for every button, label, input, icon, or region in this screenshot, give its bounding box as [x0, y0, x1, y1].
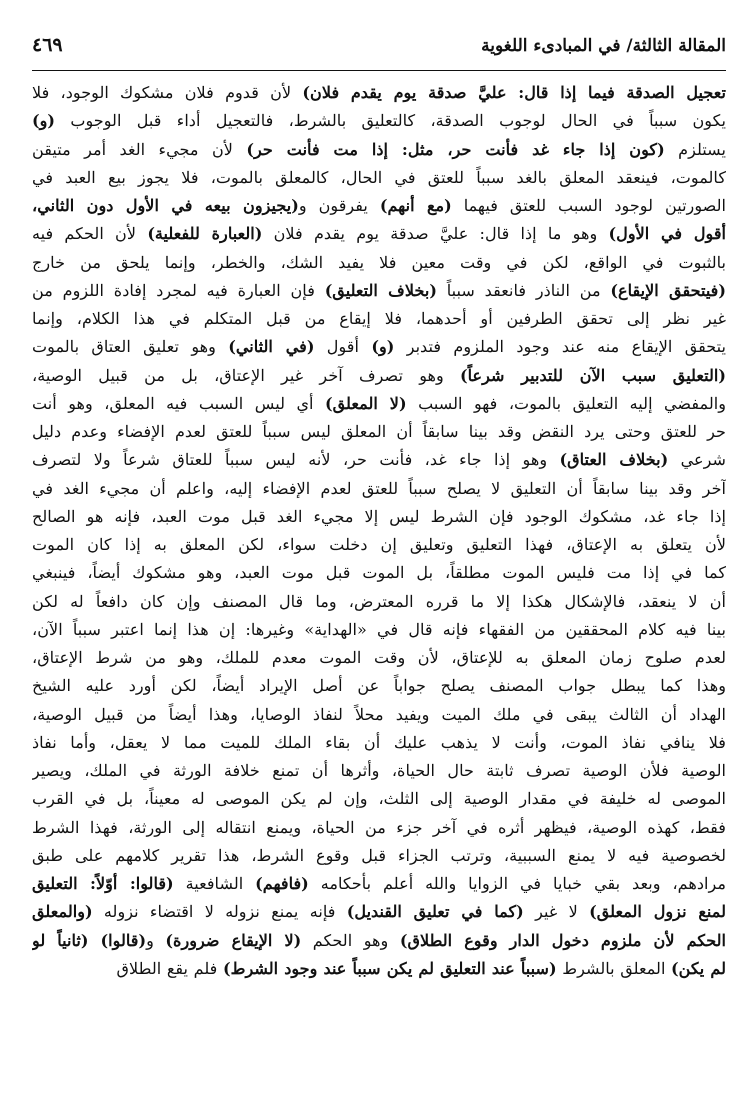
text-line: [32, 277, 726, 305]
text-segment: بينا فيه كلام المحققين من الفقهاء فإنه قال في «الهداية» وغيرها: إن هذا إنما اعتبر سبباً الآن،: [32, 619, 726, 639]
page-number: ٤٦٩: [32, 34, 63, 56]
text-line: [32, 785, 726, 813]
text-line: [32, 927, 726, 955]
text-segment: يستلزم: [664, 139, 726, 159]
bold-text-segment: (كما في تعليق القنديل): [346, 902, 524, 922]
text-segment: بالثبوت في الواقع، لكن في وقت معين فلا يفيد الشك، والخطر، وإنما يلحق من خارج: [32, 252, 726, 272]
text-line: [32, 475, 726, 503]
bold-text-segment: (سبباً عند التعليق لم يكن سبباً عند وجود الشرط): [222, 958, 557, 978]
text-line: [32, 559, 726, 587]
text-line: [32, 305, 726, 333]
text-line: [32, 362, 726, 390]
text-segment: الوصية فلأن الوصية تصرف ثابتة حال الحياة، وأثرها أن تمنع خلافة الورثة في الملك، ويصير: [32, 761, 726, 780]
text-segment: شرعي: [668, 450, 726, 470]
text-segment: غير نظر إلى تحقق الطرفين أو أحدهما، فلا إيقاع من قبل المتكلم في هذا الكلام، وإنما: [32, 309, 726, 328]
text-segment: لا غير: [523, 902, 590, 922]
text-segment: وهو إذا جاء غد، فأنت حر، لأنه ليس سبباً للعتاق شرعاً ولا لتصرف: [32, 450, 560, 470]
text-line: [32, 955, 726, 983]
text-segment: أن لا ينعقد، فالإشكال هكذا إلا ما قرره المعترض، وما قال المصنف وإن كان دافعاً له لكن: [32, 591, 726, 611]
text-line: [32, 814, 726, 842]
bold-text-segment: (العبارة للفعلية): [147, 224, 263, 244]
text-line: [32, 107, 726, 135]
text-segment: لأن قدوم فلان مشكوك الوجود، فلا: [32, 83, 303, 102]
text-line: [32, 503, 726, 531]
text-segment: من الناذر فانعقد سبباً: [436, 280, 611, 300]
text-line: [32, 333, 726, 361]
text-line: [32, 729, 726, 757]
text-line: [32, 701, 726, 729]
text-line: [32, 672, 726, 700]
text-segment: كالموت، فينعقد المعلق بالغد سبباً للعتق في الحال، كالمعلق بالموت، فلا يجوز بيع العبد في: [32, 167, 726, 187]
bold-text-segment: (بخلاف العتاق): [559, 450, 669, 470]
text-segment: الشافعية: [173, 874, 256, 893]
bold-text-segment: (قالوا) (ثانياً لو: [32, 930, 147, 950]
bold-text-segment: لمنع نزول المعلق): [589, 902, 726, 922]
body-text: [32, 79, 726, 983]
text-segment: والمفضي إليه التعليق بالموت، فهو السبب: [406, 393, 726, 413]
text-line: [32, 898, 726, 926]
text-segment: فإن العبارة فيه لمجرد إفادة اللزوم من: [32, 280, 325, 300]
text-segment: أي ليس السبب فيه المعلق، وهو أنت: [32, 393, 326, 413]
text-segment: وهو تصرف آخر غير الإعتاق، بل من قبيل الوصية،: [32, 365, 461, 385]
bold-text-segment: (فيتحقق الإيقاع): [610, 280, 726, 300]
text-segment: يفرقون و: [298, 196, 380, 215]
bold-text-segment: (و): [32, 111, 56, 131]
text-segment: وهذا كما يبطل جواب المصنف يصلح جواباً عن أصل الإيراد أيضاً، لكن أورد عليه الشيخ: [32, 676, 726, 696]
running-header-title: المقالة الثالثة/ في المبادىء اللغوية: [481, 36, 726, 56]
text-line: [32, 842, 726, 870]
bold-text-segment: (لا المعلق): [325, 393, 407, 413]
text-segment: كما في إذا مت فليس الموت مطلقاً، بل الموت قبل موت العبد، وهو مشكوك أيضاً، فينبغي: [32, 563, 726, 583]
page-header: [32, 30, 726, 71]
text-segment: فقط، كهذه الوصية، فيظهر أثره في آخر جزء من الحياة، ويمنع انتقاله إلى الورثة، فهذا الشرط: [32, 817, 726, 837]
text-line: [32, 220, 726, 248]
text-segment: الهداد أن الثالث يبقى في ملك الميت ويفيد محلاً لنفاذ الوصايا، وهذا أيضاً من قبيل الوصية،: [32, 704, 726, 724]
text-segment: فإنه يمنع نزوله لا اقتضاء نزوله: [92, 902, 347, 922]
bold-text-segment: (والمعلق: [32, 902, 93, 922]
text-line: [32, 79, 726, 107]
text-segment: آخر وقد بينا سابقاً أن التعليق لا يصلح سبباً للعتق لعدم الإفضاء إليه، واعلم أن مجيء الغد في: [32, 478, 726, 498]
text-segment: فلم يقع الطلاق: [116, 958, 223, 978]
bold-text-segment: الحكم لأن ملزوم دخول الدار وقوع الطلاق): [399, 930, 726, 950]
text-segment: المعلق بالشرط: [556, 958, 672, 978]
text-segment: الصورتين لوجود السبب للعتق فيهما: [451, 196, 726, 215]
text-line: [32, 390, 726, 418]
text-segment: فلا ينافي نفاذ الموت، وأنت لا يذهب عليك أن بقاء الملك للميت مما لا يعقل، وأما نفاذ: [32, 732, 726, 752]
bold-text-segment: (مع أنهم): [379, 196, 452, 215]
bold-text-segment: (يجيزون بيعه في الأول دون الثاني،: [32, 196, 299, 215]
text-segment: إذا جاء غد، مشكوك الوجود فإن الشرط ليس إلا مجيء الغد قبل موت العبد، فإنه هو الصالح: [32, 506, 726, 526]
text-line: [32, 164, 726, 192]
text-line: [32, 644, 726, 672]
bold-text-segment: تعجيل الصدقة فيما إذا قال: عليَّ صدقة يوم يقدم فلان): [302, 83, 726, 102]
text-line: [32, 192, 726, 220]
text-segment: لأن يتعلق به الإعتاق، فهذا التعليق وتعليق إن دخلت سواء، لكن المعلق به إذا كان الموت: [32, 535, 726, 554]
bold-text-segment: (و): [371, 337, 395, 357]
text-line: [32, 531, 726, 559]
bold-text-segment: (قالوا: أوّلاً: التعليق: [32, 874, 174, 893]
text-segment: حر للعتق وحتى يرد النقض وقد بينا سابقاً أن المعلق ليس سبباً للعتق لعدم الإفضاء وعدم دليل: [32, 422, 726, 441]
text-line: [32, 418, 726, 446]
text-segment: و: [146, 930, 166, 950]
text-segment: وهو الحكم: [301, 930, 400, 950]
bold-text-segment: (لا الإيقاع ضرورة): [165, 930, 302, 950]
text-segment: يكون سبباً في الحال لوجوب الصدقة، كالتعليق بالشرط، فالتعجيل أداء قبل الوجوب: [55, 111, 726, 131]
bold-text-segment: (التعليق سبب الآن للتدبير شرعاً): [460, 365, 726, 385]
bold-text-segment: لم يكن): [671, 958, 726, 978]
text-line: [32, 588, 726, 616]
text-line: [32, 757, 726, 785]
bold-text-segment: (في الثاني): [228, 337, 315, 357]
bold-text-segment: (فافهم): [255, 874, 309, 893]
text-segment: لأن مجيء الغد أمر متيقن: [32, 139, 247, 159]
text-segment: أقول: [314, 337, 372, 357]
text-segment: لخصوصية فيه لا يمنع السببية، وترتب الجزاء قبل وقوع الشرط، هذا تقرير كلامهم على طبق: [32, 845, 726, 865]
bold-text-segment: (بخلاف التعليق): [324, 280, 437, 300]
document-page: [32, 30, 726, 1080]
text-line: [32, 136, 726, 164]
text-segment: الموصى له خليفة في مقدار الوصية إلى الثلث، وإن لم يكن الموصى له معيناً، بل في القرب: [32, 789, 726, 809]
text-segment: لأن الحكم فيه: [32, 224, 148, 244]
bold-text-segment: (كون إذا جاء غد فأنت حر، مثل: إذا مت فأنت حر): [246, 139, 665, 159]
text-segment: وهو ما إذا قال: عليَّ صدقة يوم يقدم فلان: [262, 224, 609, 244]
text-line: [32, 446, 726, 474]
text-segment: وهو تعليق العتاق بالموت: [32, 337, 229, 357]
text-segment: لعدم صلوح زمان المعلق به للإعتاق، لأن وقت الموت معدم للملك، وهو من شرط الإعتاق،: [32, 648, 726, 667]
text-segment: يتحقق الإيقاع منه عند وجود الملزوم فتدبر: [394, 337, 726, 357]
text-line: [32, 249, 726, 277]
bold-text-segment: أقول في الأول): [608, 224, 726, 244]
text-line: [32, 616, 726, 644]
text-line: [32, 870, 726, 898]
text-segment: مرادهم، وبعد بقي خبايا في الزوايا والله أعلم بأحكامه: [308, 874, 726, 893]
